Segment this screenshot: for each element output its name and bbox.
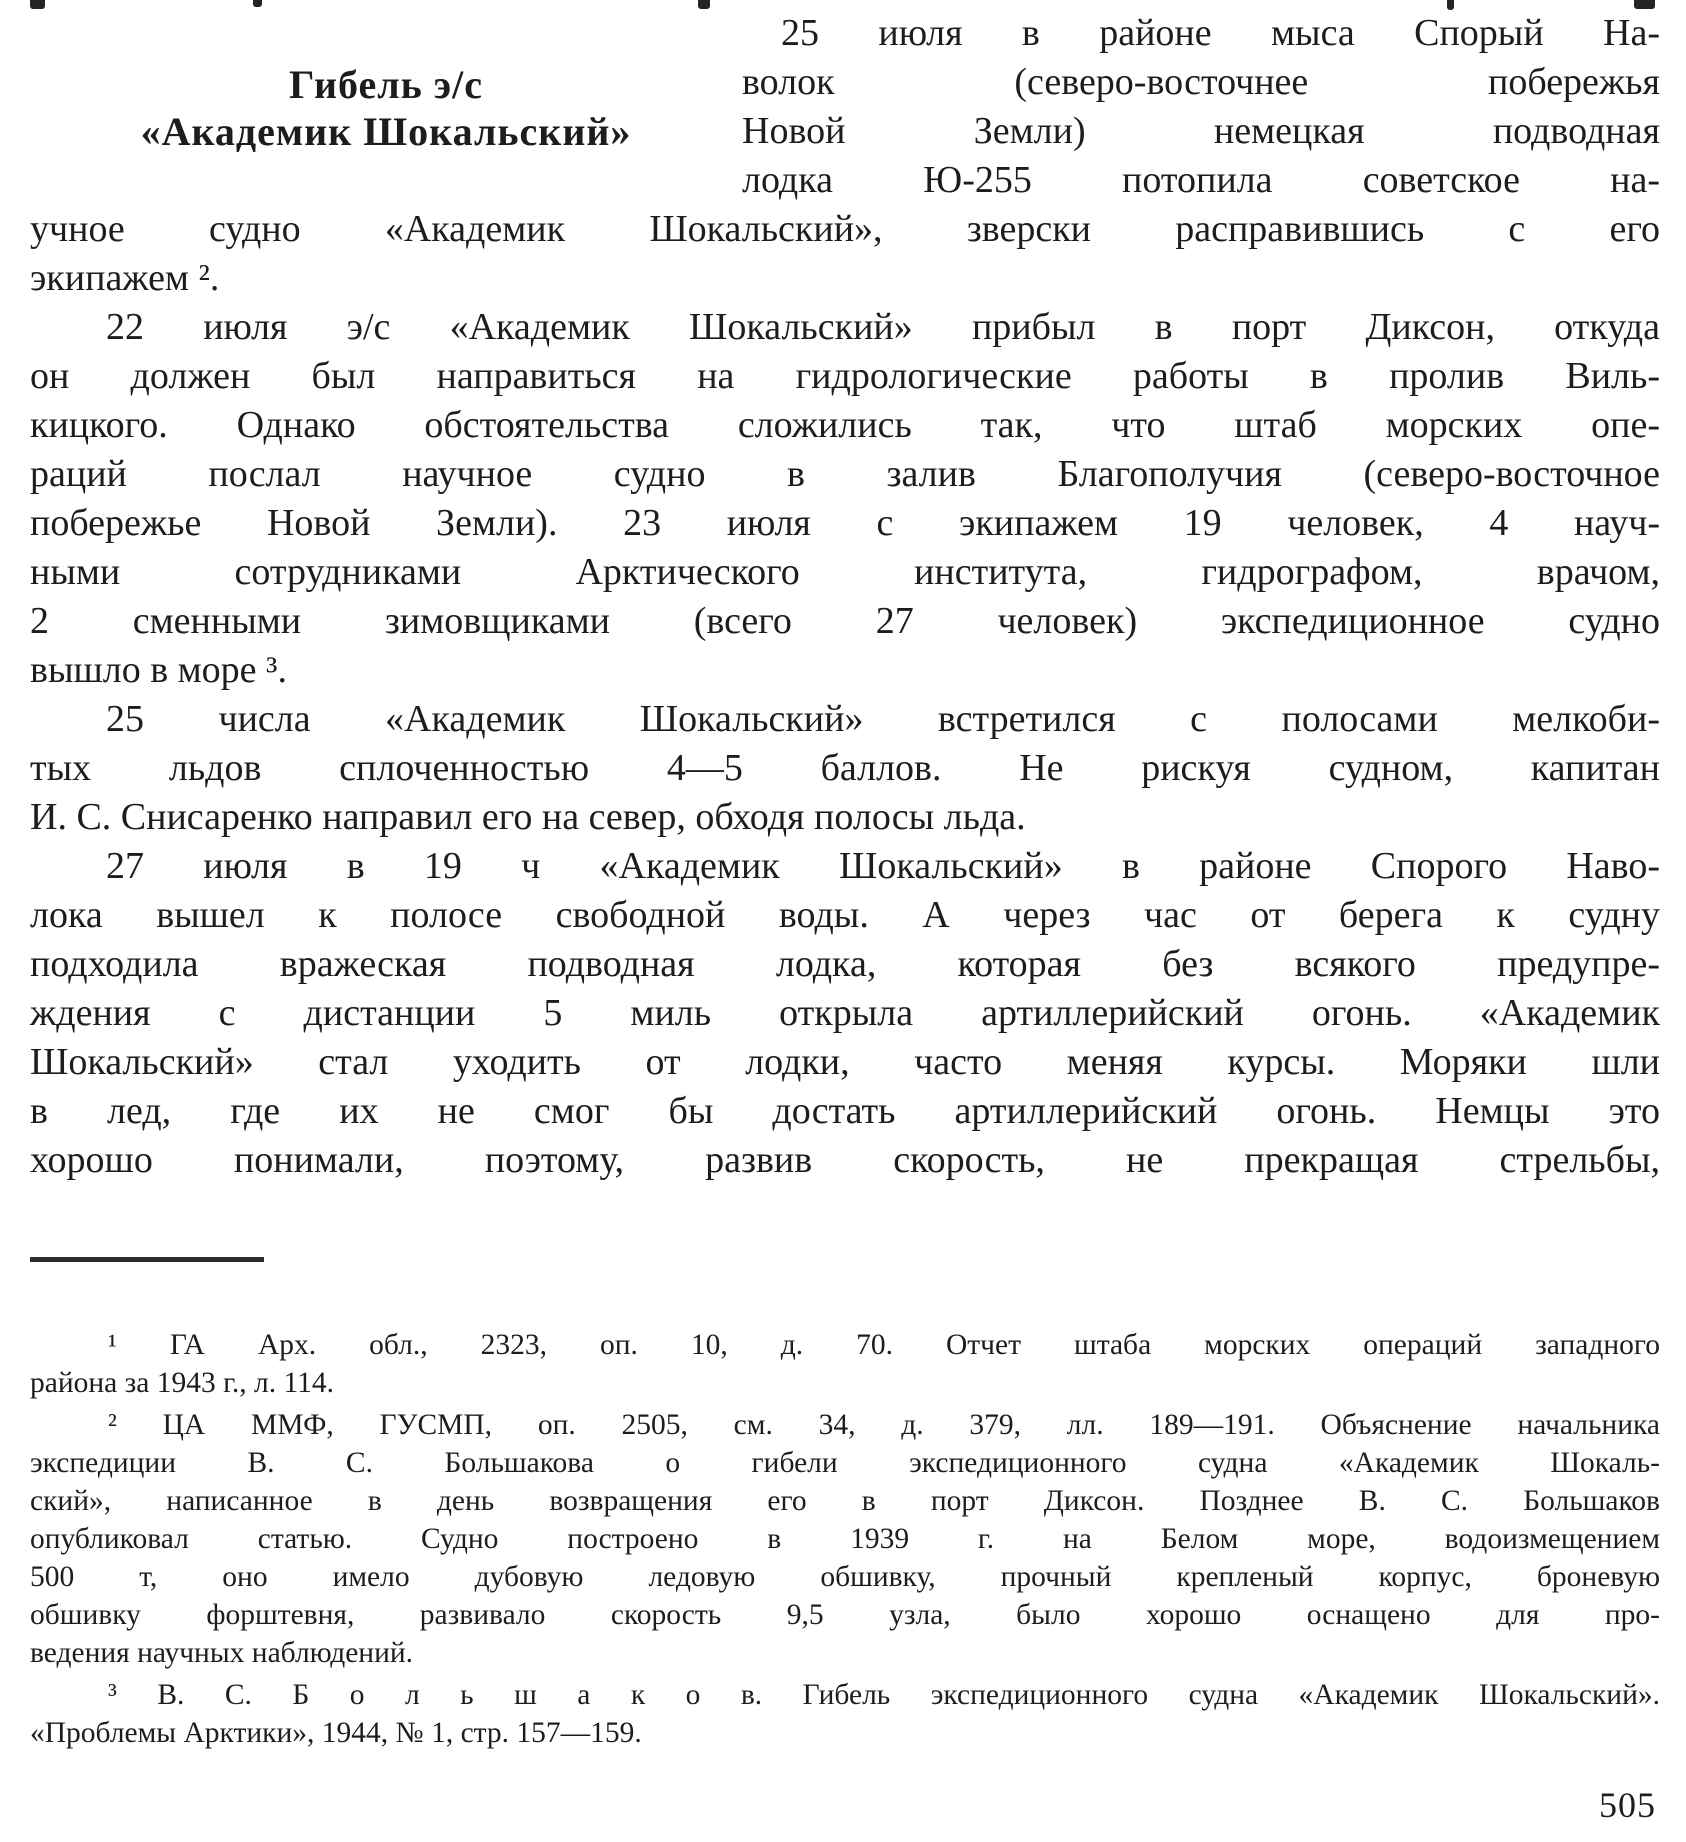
paragraph-4 <box>30 842 1660 1185</box>
article-body <box>0 205 1686 1185</box>
intro-column <box>742 9 1660 205</box>
body-text-line: Новой Земли) немецкая подводная <box>742 110 1660 152</box>
scan-artifact <box>1447 0 1454 10</box>
body-text-line: 22 июля э/с «Академик Шокальский» прибыл в порт Диксон, откуда <box>106 306 1660 348</box>
scan-artifact <box>30 0 45 9</box>
body-text-line: кицкого. Однако обстоятельства сложились так, что штаб морских опе- <box>30 404 1660 446</box>
article-title-line: «Академик Шокальский» <box>140 109 632 154</box>
footnote-3 <box>30 1676 1660 1752</box>
body-text-line: он должен был направиться на гидрологические работы в пролив Виль- <box>30 355 1660 397</box>
body-text-line: экипажем ². <box>30 257 220 299</box>
footnote-text-line: «Проблемы Арктики», 1944, № 1, стр. 157—159. <box>30 1717 642 1749</box>
body-text-line: ными сотрудниками Арктического института, гидрографом, врачом, <box>30 551 1660 593</box>
article-title-line: Гибель э/с <box>289 62 483 107</box>
body-text-line: ждения с дистанции 5 миль открыла артиллерийский огонь. «Академик <box>30 992 1660 1034</box>
body-text-line: тых льдов сплоченностью 4—5 баллов. Не рискуя судном, капитан <box>30 747 1660 789</box>
body-text-line: вышло в море ³. <box>30 649 287 691</box>
body-text-line: И. С. Снисаренко направил его на север, обходя полосы льда. <box>30 796 1026 838</box>
paragraph-1 <box>30 205 1660 303</box>
footnote-text-line: опубликовал статью. Судно построено в 1939 г. на Белом море, водоизмещением <box>30 1523 1660 1555</box>
body-text-line: раций послал научное судно в залив Благополучия (северо-восточное <box>30 453 1660 495</box>
scan-artifact <box>1634 0 1655 9</box>
footnote-text-line: ский», написанное в день возвращения его в порт Диксон. Позднее В. С. Большаков <box>30 1485 1660 1517</box>
body-text-line: учное судно «Академик Шокальский», зверски расправившись с его <box>30 208 1660 250</box>
body-text-line: волок (северо-восточнее побережья <box>742 61 1660 103</box>
body-text-line: 25 июля в районе мыса Спорый На- <box>781 12 1660 54</box>
footnote-text-line: ведения научных наблюдений. <box>30 1637 414 1669</box>
article-title <box>30 9 742 205</box>
body-text-line: лодка Ю-255 потопила советское на- <box>742 159 1660 201</box>
footnote-text-line: района за 1943 г., л. 114. <box>30 1367 335 1399</box>
paragraph-3 <box>30 695 1660 842</box>
footnote-2 <box>30 1406 1660 1672</box>
body-text-line: подходила вражеская подводная лодка, которая без всякого предупре- <box>30 943 1660 985</box>
scan-artifact <box>698 0 710 9</box>
footnote-text-line: ² ЦА ММФ, ГУСМП, оп. 2505, см. 34, д. 379, лл. 189—191. Объяснение начальника <box>108 1409 1660 1441</box>
footnote-1 <box>30 1326 1660 1402</box>
paragraph-2 <box>30 303 1660 695</box>
footnotes-section <box>0 1262 1686 1752</box>
footnote-text-line: ¹ ГА Арх. обл., 2323, оп. 10, д. 70. Отчет штаба морских операций западного <box>108 1329 1660 1361</box>
body-text-line: 25 числа «Академик Шокальский» встретился с полосами мелкоби- <box>106 698 1660 740</box>
footnote-text-line: 500 т, оно имело дубовую ледовую обшивку, прочный крепленый корпус, броневую <box>30 1561 1660 1593</box>
body-text-line: Шокальский» стал уходить от лодки, часто меняя курсы. Моряки шли <box>30 1041 1660 1083</box>
body-text-line: побережье Новой Земли). 23 июля с экипажем 19 человек, 4 науч- <box>30 502 1660 544</box>
page-number: 505 <box>1599 1785 1656 1825</box>
body-text-line: 2 сменными зимовщиками (всего 27 человек) экспедиционное судно <box>30 600 1660 642</box>
footnote-text-line: обшивку форштевня, развивало скорость 9,5 узла, было хорошо оснащено для про- <box>30 1599 1660 1631</box>
top-section <box>0 0 1686 205</box>
footnote-text-line: экспедиции В. С. Большакова о гибели экспедиционного судна «Академик Шокаль- <box>30 1447 1660 1479</box>
body-text-line: в лед, где их не смог бы достать артиллерийский огонь. Немцы это <box>30 1090 1660 1132</box>
scan-artifact <box>253 0 262 7</box>
body-text-line: 27 июля в 19 ч «Академик Шокальский» в районе Спорого Наво- <box>106 845 1660 887</box>
footnote-text-line: ³ В. С. Б о л ь ш а к о в. Гибель экспедиционного судна «Академик Шокальский». <box>108 1679 1660 1711</box>
body-text-line: лока вышел к полосе свободной воды. А через час от берега к судну <box>30 894 1660 936</box>
body-text-line: хорошо понимали, поэтому, развив скорость, не прекращая стрельбы, <box>30 1139 1660 1181</box>
